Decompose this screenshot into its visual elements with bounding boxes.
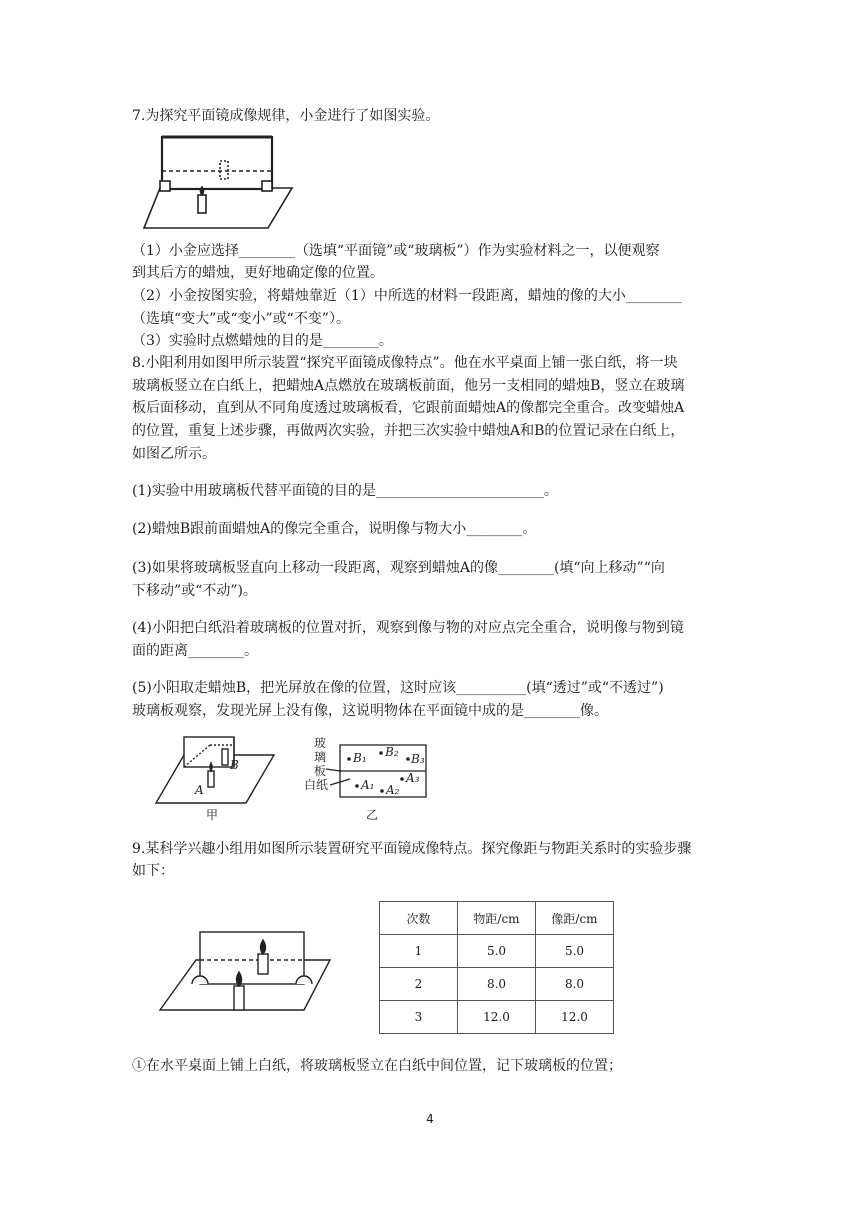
q8-line2: 玻璃板竖立在白纸上，把蜡烛A点燃放在玻璃板前面，他另一支相同的蜡烛B，竖立在玻璃 bbox=[132, 378, 685, 394]
q8-line4: 的位置，重复上述步骤，再做两次实验，并把三次实验中蜡烛A和B的位置记录在白纸上， bbox=[132, 423, 685, 439]
q8-figure-jia bbox=[152, 733, 282, 825]
table-cell: 12.0 bbox=[458, 1001, 536, 1034]
q9-line2: 如下： bbox=[132, 863, 174, 879]
q8-line3: 板后面移动，直到从不同角度透过玻璃板看，它跟前面蜡烛A的像都完全重合。改变蜡烛A bbox=[132, 400, 685, 416]
table-header-cell: 像距/cm bbox=[536, 902, 614, 935]
yi-label-glass-1: 玻 bbox=[314, 736, 327, 750]
q7-part2-line2: （选填“变大”或“变小”或“不变”）。 bbox=[132, 311, 350, 327]
yi-label-b3: B₃ bbox=[411, 752, 425, 766]
table-cell: 5.0 bbox=[458, 935, 536, 968]
q8-sub5-line2: 玻璃板观察，发现光屏上没有像，这说明物体在平面镜中成的是________像。 bbox=[132, 703, 608, 719]
yi-label-a1: A₁ bbox=[361, 778, 375, 792]
q8-line5: 如图乙所示。 bbox=[132, 446, 216, 462]
table-cell: 1 bbox=[380, 935, 458, 968]
table-row bbox=[380, 968, 614, 1001]
q8-sub1: (1)实验中用玻璃板代替平面镜的目的是________________________。 bbox=[132, 483, 558, 499]
q7-part2-line1: （2）小金按图实验，将蜡烛靠近（1）中所选的材料一段距离，蜡烛的像的大小________ bbox=[132, 288, 682, 304]
yi-label-glass-3: 板 bbox=[314, 764, 327, 778]
yi-point-a1 bbox=[355, 784, 359, 788]
q8-line1: 8.小阳利用如图甲所示装置“探究平面镜成像特点”。他在水平桌面上铺一张白纸，将一块 bbox=[132, 355, 678, 371]
yi-label-glass-2: 璃 bbox=[314, 750, 327, 764]
q7-part1-line2: 到其后方的蜡烛，更好地确定像的位置。 bbox=[132, 265, 384, 281]
yi-point-a2 bbox=[380, 789, 384, 793]
yi-label-b2: B₂ bbox=[385, 745, 399, 759]
page-number: 4 bbox=[426, 1112, 434, 1126]
q7-figure bbox=[140, 133, 300, 233]
table-row bbox=[380, 1001, 614, 1034]
table-cell: 2 bbox=[380, 968, 458, 1001]
q8-sub4-line1: (4)小阳把白纸沿着玻璃板的位置对折，观察到像与物的对应点完全重合，说明像与物到镜 bbox=[132, 620, 684, 636]
q9-data-table bbox=[379, 901, 614, 1034]
q9-figure bbox=[158, 928, 338, 1018]
jia-label-a: A bbox=[195, 783, 204, 797]
yi-label-a2: A₂ bbox=[386, 783, 400, 797]
q8-sub4-line2: 面的距离________。 bbox=[132, 643, 258, 659]
yi-label-a3: A₃ bbox=[406, 771, 420, 785]
yi-label-paper: 白纸 bbox=[304, 778, 329, 792]
q7-title: 7.为探究平面镜成像规律，小金进行了如图实验。 bbox=[132, 108, 440, 124]
yi-label-b1: B₁ bbox=[353, 751, 367, 765]
q8-figure-yi bbox=[302, 733, 432, 825]
q8-sub3-line2: 下移动”或“不动”)。 bbox=[132, 583, 257, 599]
table-header-cell: 次数 bbox=[380, 902, 458, 935]
yi-point-a3 bbox=[400, 777, 404, 781]
table-header-cell: 物距/cm bbox=[458, 902, 536, 935]
q9-line1: 9.某科学兴趣小组用如图所示装置研究平面镜成像特点。探究像距与物距关系时的实验步骤 bbox=[132, 841, 692, 857]
q7-part1-line1: （1）小金应选择________（选填“平面镜”或“玻璃板”）作为实验材料之一，以便观察 bbox=[132, 243, 660, 259]
q8-sub2: (2)蜡烛B跟前面蜡烛A的像完全重合，说明像与物大小________。 bbox=[132, 521, 537, 537]
table-cell: 3 bbox=[380, 1001, 458, 1034]
table-cell: 8.0 bbox=[458, 968, 536, 1001]
table-row bbox=[380, 935, 614, 968]
yi-point-b1 bbox=[347, 757, 351, 761]
yi-caption: 乙 bbox=[366, 808, 379, 822]
yi-point-b2 bbox=[379, 751, 383, 755]
q7-part3: （3）实验时点燃蜡烛的目的是________。 bbox=[132, 333, 393, 349]
q8-sub3-line1: (3)如果将玻璃板竖直向上移动一段距离，观察到蜡烛A的像________(填“向上移动”“向 bbox=[132, 560, 665, 576]
table-header-row bbox=[380, 902, 614, 935]
q8-sub5-line1: (5)小阳取走蜡烛B，把光屏放在像的位置，这时应该__________(填“透过”或“不透过”) bbox=[132, 680, 664, 696]
jia-label-b: B bbox=[230, 758, 239, 772]
table-cell: 8.0 bbox=[536, 968, 614, 1001]
q9-step1: ①在水平桌面上铺上白纸，将玻璃板竖立在白纸中间位置，记下玻璃板的位置； bbox=[132, 1058, 622, 1074]
yi-point-b3 bbox=[406, 757, 410, 761]
jia-caption: 甲 bbox=[206, 808, 219, 822]
table-cell: 12.0 bbox=[536, 1001, 614, 1034]
table-cell: 5.0 bbox=[536, 935, 614, 968]
